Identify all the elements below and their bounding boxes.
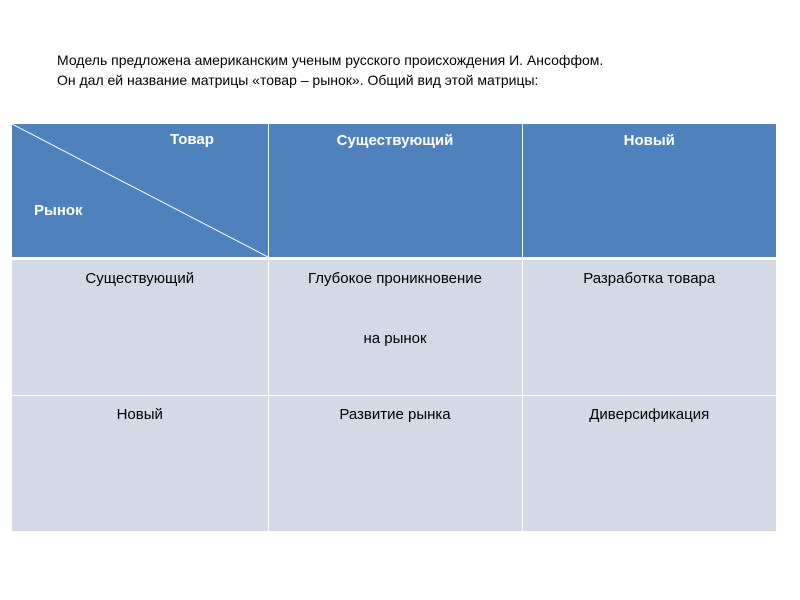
- cell-product-development: [522, 259, 776, 396]
- ansoff-matrix-table: [12, 124, 776, 531]
- cell-line: Разработка товара: [583, 270, 716, 287]
- cell-text: [269, 260, 522, 349]
- intro-line-2: Он дал ей название матрицы «товар – рынок». Общий вид этой матрицы:: [57, 72, 539, 88]
- cell-line: Диверсификация: [589, 406, 710, 423]
- table-row: [12, 259, 776, 396]
- table-row: [12, 396, 776, 532]
- diagonal-line: [12, 124, 268, 257]
- cell-market-development: [268, 396, 522, 532]
- header-row: [12, 124, 776, 259]
- header-new: [522, 124, 776, 259]
- row-label: Существующий: [85, 270, 195, 287]
- intro-line-1: Модель предложена американским ученым русского происхождения И. Ансоффом.: [57, 52, 604, 68]
- cell-market-penetration: [268, 259, 522, 396]
- cell-diversification: [522, 396, 776, 532]
- row-label: Новый: [116, 406, 163, 423]
- cell-line: Глубокое проникновение: [307, 270, 483, 287]
- corner-cell: [12, 124, 268, 259]
- header-label: Существующий: [336, 132, 454, 149]
- cell-line: на рынок: [363, 330, 427, 347]
- header-label: Новый: [623, 132, 675, 149]
- corner-market-label: Рынок: [34, 202, 83, 219]
- row-label-existing: [12, 259, 268, 396]
- header-existing: [268, 124, 522, 259]
- corner-product-label: Товар: [170, 131, 214, 148]
- row-label-new: [12, 396, 268, 532]
- intro-text: [57, 50, 777, 90]
- cell-line: Развитие рынка: [339, 406, 451, 423]
